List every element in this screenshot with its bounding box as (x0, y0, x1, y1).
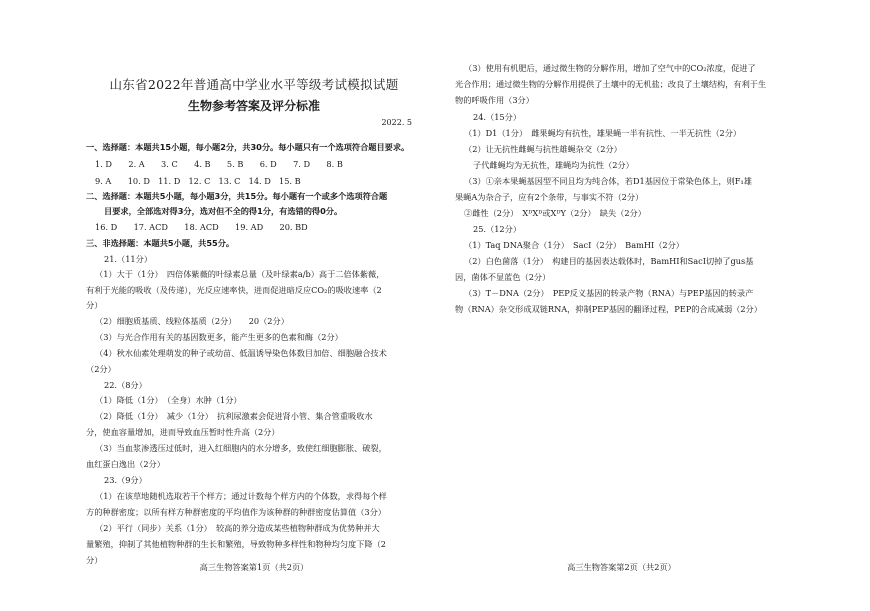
q22-part3-line2: 血红蛋白逸出（2分） (86, 459, 165, 469)
q25-part3-line1: （3）T－DNA（2分） PEP反义基因的转录产物（RNA）与PEP基因的转录产 (464, 288, 754, 298)
question-24-heading: 24.（15分） (473, 112, 522, 122)
q22-part3-line1: （3）当血浆渗透压过低时，进入红细胞内的水分增多，致使红细胞膨胀、破裂， (95, 443, 387, 453)
q21-part4-line2: （2分） (86, 364, 116, 374)
q21-part4-line1: （4）秋水仙素处理萌发的种子或幼苗、低温诱导染色体数目加倍、细胞融合技术 (95, 348, 387, 358)
q23-part2-line1: （2）平行（同步）关系（1分） 较高的养分造成某些植物种群成为优势种并大 (95, 523, 380, 533)
q24-part3-line2: 果蝇A为杂合子，应有2个条带，与事实不符（2分） (455, 192, 644, 202)
page-subtitle: 生物参考答案及评分标准 (187, 99, 320, 113)
exam-date: 2022. 5 (381, 118, 412, 127)
section-2-heading-cont: 目要求，全部选对得3分，选对但不全的得1分，有选错的得0分。 (104, 206, 343, 216)
q25-part3-line2: 物（RNA）杂交形成双链RNA，抑制PEP基因的翻译过程，PEP的合成减弱（2分） (455, 304, 762, 314)
page-footer-2: 高三生物答案第2页（共2页） (567, 562, 676, 572)
section-2-answers-row: 16. D 17. ACD 18. ACD 19. AD 20. BD (95, 222, 308, 232)
section-3-heading: 三、非选择题：本题共5小题，共55分。 (86, 238, 235, 248)
q23-part2-line3: 分） (86, 555, 103, 565)
q25-part2-line1: （2）白色菌落（1分） 构建目的基因表达载体时，BamHⅠ和SacⅠ切掉了gus基 (464, 256, 754, 266)
section-2-heading: 二、选择题：本题共5小题，每小题3分，共15分。每小题有一个或多个选项符合题 (86, 191, 388, 201)
question-21-heading: 21.（11分） (104, 254, 153, 264)
q24-part1: （1）D1（1分） 雌果蝇均有抗性，雄果蝇一半有抗性、一半无抗性（2分） (464, 128, 742, 138)
q21-part1-line2: 有利于光能的吸收（及传递），光反应速率快，进而促进暗反应CO₂的吸收速率（2 (86, 285, 382, 295)
q25-part2-line2: 因，菌体不显蓝色（2分） (455, 272, 551, 282)
q24-part3-line1: （3）①亲本果蝇基因型不同且均为纯合体，若D1基因位于常染色体上，则F₁雄 (464, 176, 752, 186)
section-1-heading: 一、选择题：本题共15小题，每小题2分，共30分。每小题只有一个选项符合题目要求。 (86, 142, 410, 152)
q21-part2: （2）细胞质基质、线粒体基质（2分） 20（2分） (95, 316, 289, 326)
section-1-answers-row-2: 9. A 10. D 11. D 12. C 13. C 14. D 15. B (95, 176, 301, 186)
question-23-heading: 23.（9分） (104, 475, 147, 485)
q25-part1: （1）Taq DNA聚合（1分） SacⅠ（2分） BamHⅠ（2分） (464, 240, 684, 250)
question-22-heading: 22.（8分） (104, 380, 147, 390)
q22-part1: （1）降低（1分） （全身）水肿（1分） (95, 395, 242, 405)
q23-part3-line3: 物的呼吸作用（3分） (455, 95, 534, 105)
q21-part3: （3）与光合作用有关的基因数更多，能产生更多的色素和酶（2分） (95, 332, 343, 342)
q22-part2-line2: 分，使血容量增加，进而导致血压暂时性升高（2分） (86, 427, 280, 437)
section-1-answers-row-1: 1. D 2. A 3. C 4. B 5. B 6. D 7. D 8. B (95, 159, 343, 169)
q23-part1-line2: 方的种群密度；以所有样方种群密度的平均值作为该种群的种群密度估算值（3分） (86, 507, 386, 517)
q23-part3-line2: 光合作用；通过微生物的分解作用提供了土壤中的无机盐；改良了土壤结构，有利于生 (455, 79, 767, 89)
q22-part2-line1: （2）降低（1分） 减少（1分） 抗利尿激素会促进肾小管、集合管重吸收水 (95, 411, 373, 421)
q21-part1-line3: 分） (86, 300, 103, 310)
q24-part3-line3: ②雌性（2分） XᴰXᴰ或XᴰY（2分） 缺失（2分） (464, 208, 646, 218)
question-25-heading: 25.（12分） (473, 224, 522, 234)
page-footer-1: 高三生物答案第1页（共2页） (199, 562, 309, 572)
q21-part1-line1: （1）大于（1分） 四倍体紫薇的叶绿素总量（及叶绿素a/b）高于二倍体紫薇， (95, 269, 385, 279)
q23-part1-line1: （1）在该草地随机选取若干个样方；通过计数每个样方内的个体数，求得每个样 (95, 491, 387, 501)
page-title: 山东省2022年普通高中学业水平等级考试模拟试题 (109, 77, 399, 92)
q24-part2-line2: 子代雌蝇均为无抗性，雄蝇均为抗性（2分） (473, 160, 634, 170)
q23-part2-line2: 量繁殖，抑制了其他植物种群的生长和繁殖，导致物种多样性和物种均匀度下降（2 (86, 539, 386, 549)
q23-part3-line1: （3）使用有机肥后，通过微生物的分解作用，增加了空气中的CO₂浓度，促进了 (464, 63, 756, 73)
q24-part2-line1: （2）让无抗性雌蝇与抗性雄蝇杂交（2分） (464, 144, 622, 154)
